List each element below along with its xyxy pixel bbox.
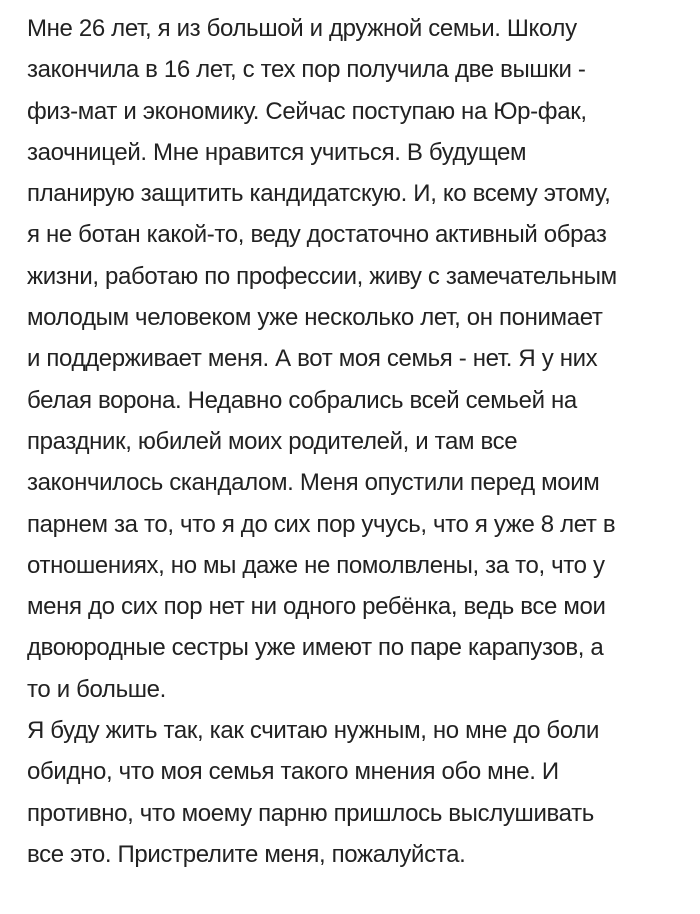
text-line: все это. Пристрелите меня, пожалуйста.	[27, 840, 466, 868]
text-line: закончила в 16 лет, с тех пор получила две вышки -	[27, 56, 586, 84]
text-line: я не ботан какой-то, веду достаточно активный образ	[27, 221, 607, 249]
text-line: жизни, работаю по профессии, живу с замечательным	[27, 262, 617, 290]
text-line: парнем за то, что я до сих пор учусь, что я уже 8 лет в	[27, 510, 616, 538]
text-line: планирую защитить кандидатскую. И, ко всему этому,	[27, 180, 611, 208]
text-line: меня до сих пор нет ни одного ребёнка, ведь все мои	[27, 593, 606, 621]
paragraph	[27, 8, 686, 710]
text-line: и поддерживает меня. А вот моя семья - нет. Я у них	[27, 345, 598, 373]
text-line: белая ворона. Недавно собрались всей семьей на	[27, 386, 577, 414]
text-line: отношениях, но мы даже не помолвлены, за то, что у	[27, 551, 605, 579]
text-line: то и больше.	[27, 675, 166, 703]
text-line: закончилось скандалом. Меня опустили перед моим	[27, 469, 600, 497]
text-line: двоюродные сестры уже имеют по паре карапузов, а	[27, 634, 604, 662]
text-line: Я буду жить так, как считаю нужным, но мне до боли	[27, 717, 600, 745]
text-line: физ-мат и экономику. Сейчас поступаю на Юр-фак,	[27, 97, 587, 125]
text-line: праздник, юбилей моих родителей, и там все	[27, 427, 518, 455]
text-line: молодым человеком уже несколько лет, он понимает	[27, 304, 603, 332]
text-line: Мне 26 лет, я из большой и дружной семьи. Школу	[27, 15, 577, 42]
text-line: заочницей. Мне нравится учиться. В будущем	[27, 138, 527, 166]
text-line: обидно, что моя семья такого мнения обо мне. И	[27, 758, 559, 786]
paragraph	[27, 710, 686, 875]
text-line: противно, что моему парню пришлось выслушивать	[27, 799, 594, 827]
